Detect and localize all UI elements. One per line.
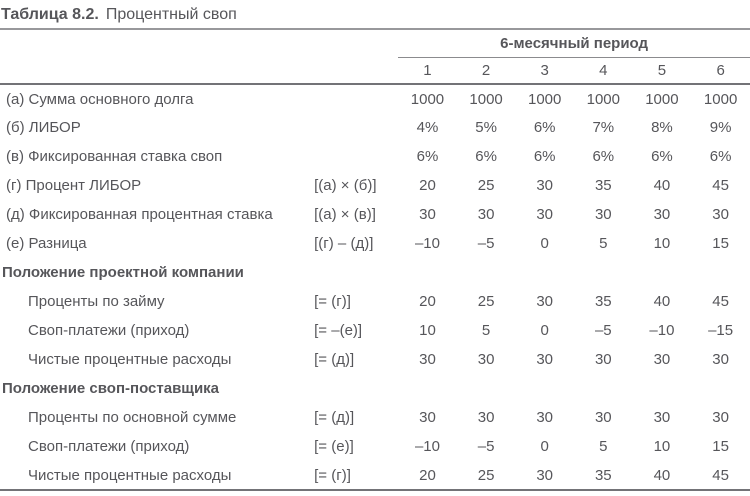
row-formula: [(а) × (б)]: [314, 177, 377, 194]
period-column-5: 5: [633, 57, 692, 84]
value-cell: 30: [536, 409, 554, 426]
row-formula: [308, 84, 398, 113]
empty-cell: [633, 258, 692, 287]
section-row: [0, 258, 750, 287]
row-label: (б) ЛИБОР: [6, 119, 81, 136]
period-header-row: [0, 29, 750, 57]
value-cell: 1000: [586, 90, 620, 108]
period-column-3: 3: [515, 57, 574, 84]
row-formula: [= (г)]: [308, 461, 398, 490]
value-cell: 5%: [475, 119, 497, 136]
value-cell: 0: [540, 322, 549, 339]
empty-cell: [457, 258, 516, 287]
value-cell: –5: [477, 235, 495, 252]
value-cell: 30: [536, 206, 554, 223]
value-cell: 6%: [533, 148, 556, 165]
table-row: [0, 461, 750, 490]
value-cell: 40: [653, 293, 671, 310]
row-label: (в) Фиксированная ставка своп: [6, 148, 223, 165]
value-cell: 20: [398, 461, 457, 490]
empty-cell: [633, 374, 692, 403]
value-cell: 30: [536, 293, 554, 310]
section-label: Положение своп-поставщика: [2, 380, 220, 397]
value-cell: 20: [419, 177, 436, 194]
value-cell: 5: [599, 438, 608, 455]
value-cell: 35: [594, 177, 612, 194]
value-cell: 30: [477, 351, 495, 368]
table-row: [0, 84, 750, 113]
value-cell: 0: [540, 438, 549, 455]
period-column-1: 1: [398, 57, 457, 84]
value-cell: 10: [653, 438, 671, 455]
value-cell: 30: [477, 409, 495, 426]
value-cell: 30: [477, 206, 495, 223]
row-label: Проценты по основной сумме: [28, 409, 237, 426]
empty-cell: [398, 374, 457, 403]
table-row: [0, 200, 750, 229]
table-row: [0, 113, 750, 142]
section-label: Положение проектной компании: [2, 264, 244, 281]
value-cell: 10: [419, 322, 436, 339]
value-cell: 25: [477, 177, 495, 194]
value-cell: 6%: [475, 148, 497, 165]
value-cell: 30: [594, 206, 612, 223]
value-cell: –5: [477, 438, 495, 455]
value-cell: –10: [414, 235, 440, 252]
row-formula: [308, 113, 398, 142]
value-cell: 30: [653, 206, 671, 223]
row-label: (г) Процент ЛИБОР: [6, 177, 142, 194]
value-cell: 30: [419, 206, 436, 223]
table-row: [0, 403, 750, 432]
period-column-4: 4: [574, 57, 633, 84]
empty-cell: [515, 258, 574, 287]
value-cell: 35: [594, 293, 612, 310]
row-formula: [308, 142, 398, 171]
value-cell: 10: [653, 235, 671, 252]
value-cell: 1000: [528, 90, 562, 108]
row-label: Чистые процентные расходы: [28, 351, 232, 368]
value-cell: –5: [594, 322, 612, 339]
table-row: [0, 345, 750, 374]
value-cell: 45: [712, 177, 729, 194]
row-label: Чистые процентные расходы: [0, 461, 308, 490]
value-cell: 5: [599, 235, 608, 252]
empty-header-cell: [0, 57, 308, 84]
empty-cell: [574, 258, 633, 287]
value-cell: 40: [653, 177, 671, 194]
table-body: [0, 84, 750, 490]
value-cell: 30: [712, 409, 729, 426]
value-cell: –10: [649, 322, 675, 339]
empty-cell: [574, 374, 633, 403]
value-cell: 40: [633, 461, 692, 490]
period-column-2: 2: [457, 57, 516, 84]
value-cell: 20: [419, 293, 436, 310]
value-cell: 9%: [709, 119, 732, 136]
row-label: Проценты по займу: [28, 293, 165, 310]
row-label: Своп-платежи (приход): [28, 322, 190, 339]
value-cell: 30: [712, 351, 729, 368]
row-label: (д) Фиксированная процентная ставка: [6, 206, 273, 223]
table-number: Таблица 8.2.: [1, 6, 99, 23]
row-label: Своп-платежи (приход): [28, 438, 190, 455]
section-row: [0, 374, 750, 403]
empty-header-cell: [308, 57, 398, 84]
empty-header-cell: [308, 29, 398, 57]
value-cell: 30: [536, 177, 554, 194]
value-cell: 6%: [709, 148, 732, 165]
period-column-6: 6: [691, 57, 750, 84]
empty-cell: [691, 258, 750, 287]
value-cell: 30: [712, 206, 729, 223]
value-cell: 1000: [645, 90, 679, 108]
row-label: (а) Сумма основного долга: [6, 90, 194, 108]
value-cell: 6%: [592, 148, 615, 165]
value-cell: 1000: [703, 90, 738, 108]
table-title: [0, 0, 750, 24]
empty-cell: [457, 374, 516, 403]
value-cell: 30: [419, 351, 436, 368]
row-formula: [(а) × (в)]: [314, 206, 376, 223]
row-formula: [= (г)]: [314, 293, 351, 310]
value-cell: 15: [712, 235, 729, 252]
value-cell: 30: [594, 351, 612, 368]
value-cell: 6%: [533, 119, 556, 136]
value-cell: 15: [712, 438, 729, 455]
row-formula: [= (д)]: [314, 409, 355, 426]
empty-cell: [398, 258, 457, 287]
value-cell: 7%: [592, 119, 615, 136]
value-cell: 30: [515, 461, 574, 490]
value-cell: 30: [653, 409, 671, 426]
table-row: [0, 229, 750, 258]
table-row: [0, 142, 750, 171]
row-formula: [= –(е)]: [314, 322, 363, 339]
value-cell: 6%: [651, 148, 673, 165]
value-cell: 0: [540, 235, 549, 252]
row-formula: [= (д)]: [314, 351, 355, 368]
table-row: [0, 432, 750, 461]
table-row: [0, 316, 750, 345]
row-formula: [308, 374, 398, 403]
empty-header-cell: [0, 29, 308, 57]
value-cell: 8%: [651, 119, 673, 136]
row-formula: [(г) – (д)]: [314, 235, 374, 252]
value-cell: 30: [653, 351, 671, 368]
value-cell: 25: [477, 293, 495, 310]
interest-rate-swap-table: [0, 28, 750, 491]
value-cell: 30: [536, 351, 554, 368]
value-cell: 30: [419, 409, 436, 426]
period-number-row: [0, 57, 750, 84]
row-formula: [= (е)]: [314, 438, 354, 455]
value-cell: 5: [481, 322, 491, 339]
value-cell: 6%: [416, 148, 439, 165]
value-cell: 4%: [416, 119, 439, 136]
value-cell: –10: [414, 438, 440, 455]
table-row: [0, 287, 750, 316]
table-caption: Процентный своп: [105, 6, 237, 23]
empty-cell: [515, 374, 574, 403]
value-cell: –15: [708, 322, 734, 339]
row-label: (е) Разница: [6, 235, 87, 252]
value-cell: 30: [594, 409, 612, 426]
value-cell: 45: [691, 461, 750, 490]
value-cell: 1000: [469, 90, 503, 108]
row-formula: [308, 258, 398, 287]
period-header: 6-месячный период: [398, 29, 750, 57]
value-cell: 45: [712, 293, 729, 310]
empty-cell: [691, 374, 750, 403]
value-cell: 1000: [410, 90, 445, 108]
value-cell: 25: [457, 461, 516, 490]
value-cell: 35: [574, 461, 633, 490]
table-row: [0, 171, 750, 200]
